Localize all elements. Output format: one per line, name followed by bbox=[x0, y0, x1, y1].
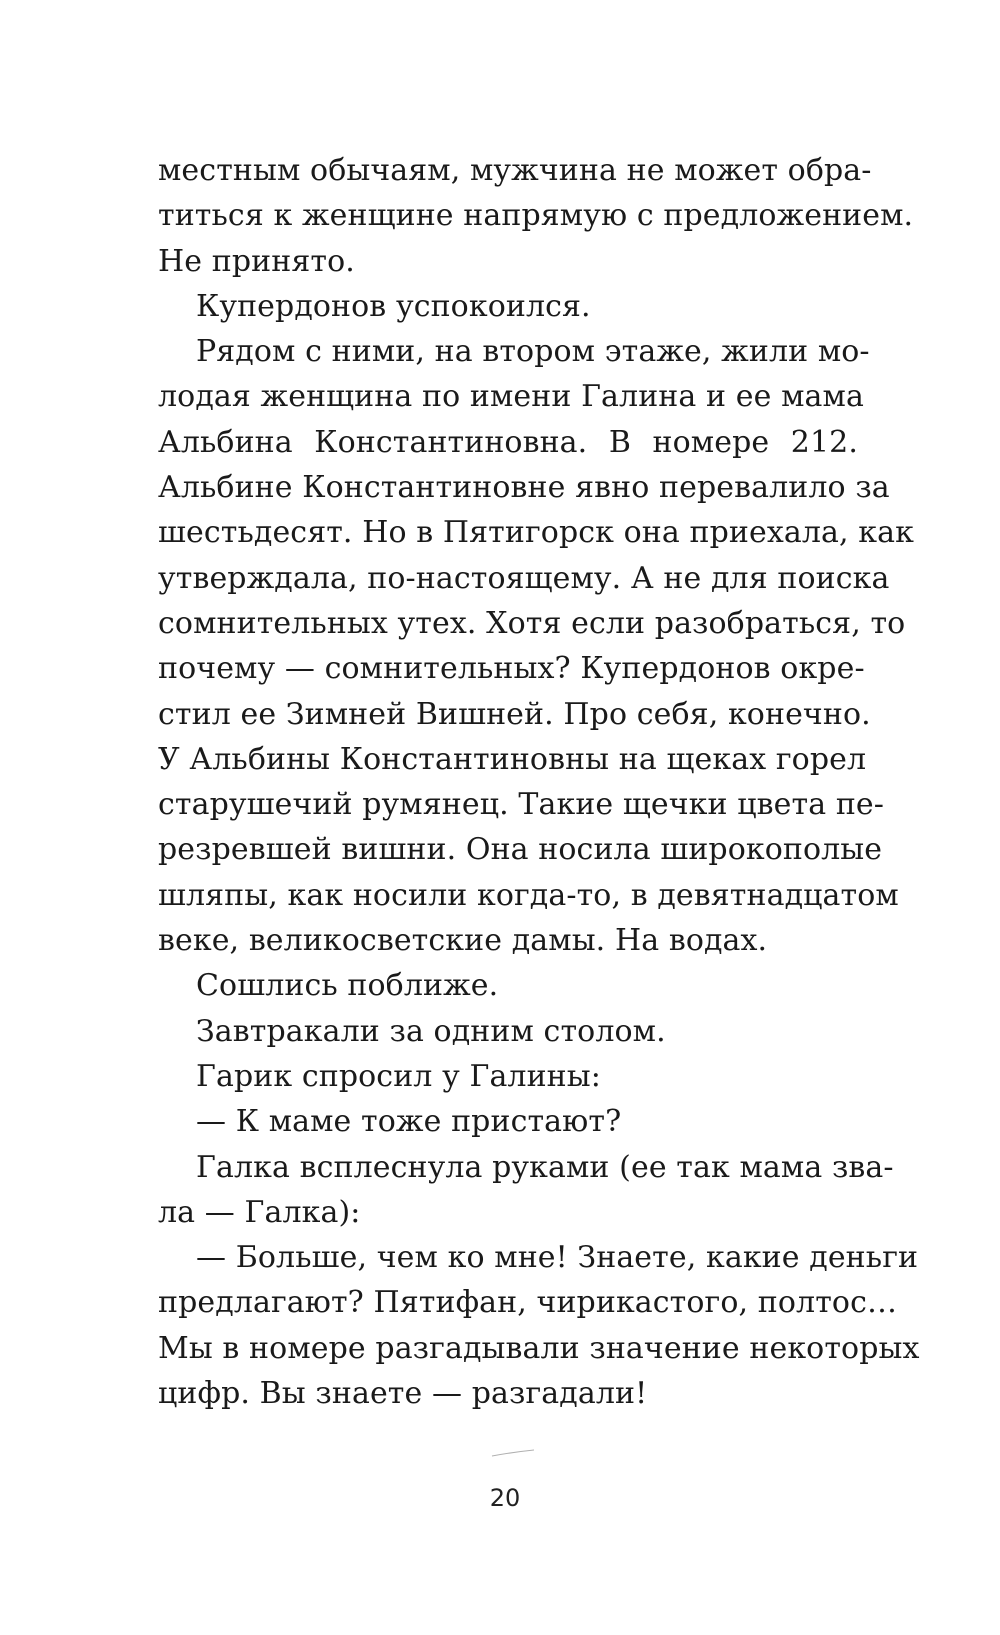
text-line: местным обычаям, мужчина не может обра- bbox=[158, 153, 872, 188]
text-line: сомнительных утех. Хотя если разобраться, то bbox=[158, 605, 906, 641]
body-text bbox=[158, 148, 920, 1416]
text-line: цифр. Вы знаете — разгадали! bbox=[158, 1376, 648, 1412]
text-line: Не принято. bbox=[158, 243, 355, 279]
text-line: предлагают? Пятифан, чирикастого, полтос… bbox=[158, 1285, 898, 1321]
ornament-stroke bbox=[490, 1448, 536, 1458]
text-line: резревшей вишни. Она носила широкополые bbox=[158, 832, 883, 868]
text-line: утверждала, по-настоящему. А не для поиска bbox=[158, 560, 890, 596]
text-line: У Альбины Константиновны на щеках горел bbox=[158, 741, 867, 777]
text-line: Рядом с ними, на втором этаже, жили мо- bbox=[196, 334, 870, 370]
text-line: — Больше, чем ко мне! Знаете, какие деньги bbox=[196, 1240, 919, 1276]
text-line: шестьдесят. Но в Пятигорск она приехала, как bbox=[158, 515, 914, 551]
text-line: Купердонов успокоился. bbox=[196, 288, 591, 324]
text-line: Мы в номере разгадывали значение некоторых bbox=[158, 1330, 920, 1366]
text-line: Галка всплеснула руками (ее так мама зва- bbox=[196, 1149, 894, 1185]
text-line: ла — Галка): bbox=[158, 1194, 361, 1230]
text-line: стил ее Зимней Вишней. Про себя, конечно. bbox=[158, 696, 871, 732]
text-line: Альбине Константиновне явно перевалило за bbox=[158, 470, 890, 506]
text-line: Альбина Константиновна. В номере 212. bbox=[158, 424, 858, 460]
text-line: — К маме тоже пристают? bbox=[196, 1104, 622, 1140]
text-line: веке, великосветские дамы. На водах. bbox=[158, 923, 768, 959]
text-line: Завтракали за одним столом. bbox=[196, 1013, 666, 1049]
text-line: Сошлись поближе. bbox=[196, 968, 499, 1004]
page-number: 20 bbox=[489, 1484, 521, 1512]
text-line: шляпы, как носили когда-то, в девятнадцатом bbox=[158, 877, 899, 913]
text-line: титься к женщине напрямую с предложением. bbox=[158, 198, 914, 234]
text-line: лодая женщина по имени Галина и ее мама bbox=[158, 379, 864, 415]
text-line: старушечий румянец. Такие щечки цвета пе- bbox=[158, 787, 885, 823]
text-line: почему — сомнительных? Купердонов окре- bbox=[158, 651, 865, 687]
text-line: Гарик спросил у Галины: bbox=[196, 1058, 601, 1094]
